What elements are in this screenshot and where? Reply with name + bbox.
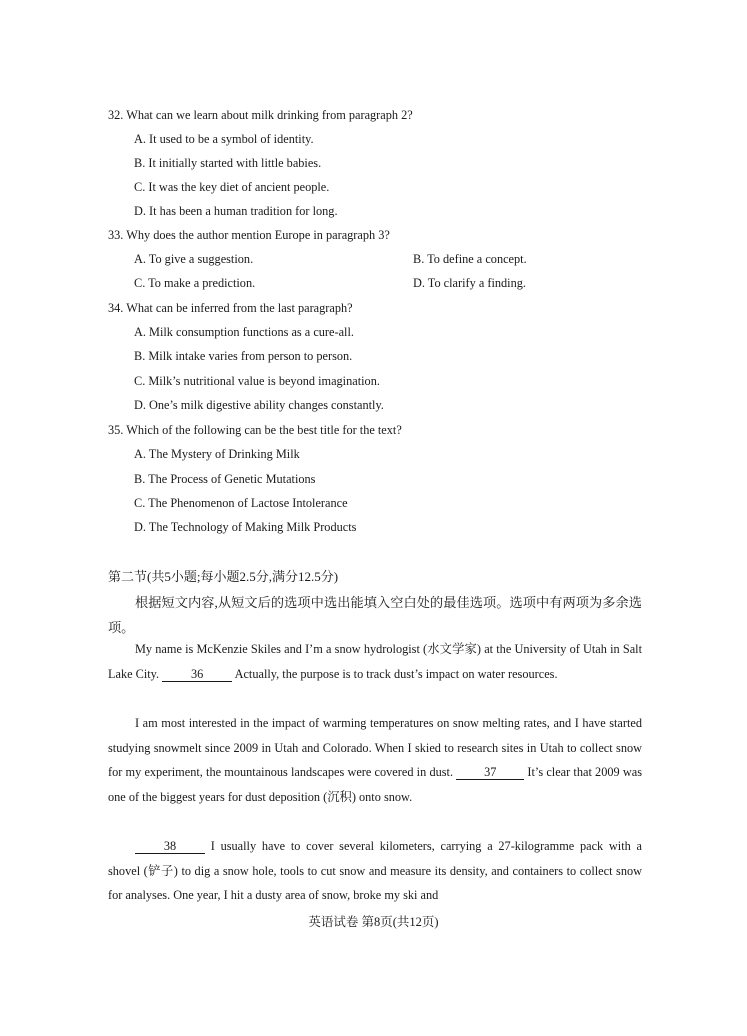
blank-36: 36 [162,667,232,682]
question-33-option-b: B. To define a concept. [413,252,527,266]
paragraph-1-text-before: My name is McKenzie Skiles and I’m a snow hydrologist (水文学家) at the University of Utah in Salt Lake City. [108,642,642,681]
question-34-option-a: A. Milk consumption functions as a cure-all. [134,325,354,339]
question-35-option-a: A. The Mystery of Drinking Milk [134,447,300,461]
paragraph-3-text-after: I usually have to cover several kilometers, carrying a 27-kilogramme pack with a shovel (铲子) to dig a snow hole, tools to cut snow and measure its density, and containers to collect snow for analyses. One year, I hit a dusty area of snow, broke my ski and [108,839,642,903]
question-34-option-b: B. Milk intake varies from person to person. [134,349,353,363]
question-32-option-d: D. It has been a human tradition for long. [134,204,338,218]
question-32-option-b: B. It initially started with little babies. [134,156,322,170]
question-34-option-d: D. One’s milk digestive ability changes constantly. [134,398,384,412]
blank-38: 38 [135,839,205,854]
question-34-option-c: C. Milk’s nutritional value is beyond imagination. [134,374,380,388]
question-34-stem: 34. What can be inferred from the last paragraph? [108,301,353,315]
question-32-stem: 32. What can we learn about milk drinking from paragraph 2? [108,108,413,122]
question-32-option-c: C. It was the key diet of ancient people. [134,180,330,194]
question-33-option-a: A. To give a suggestion. [134,252,254,266]
paragraph-1-text-after: Actually, the purpose is to track dust’s impact on water resources. [232,666,558,681]
question-32-option-a: A. It used to be a symbol of identity. [134,132,314,146]
passage-paragraph-3 [108,834,642,908]
question-35-option-c: C. The Phenomenon of Lactose Intolerance [134,496,348,510]
question-35-option-d: D. The Technology of Making Milk Products [134,520,357,534]
blank-37: 37 [456,765,524,780]
section-heading: 第二节(共5小题;每小题2.5分,满分12.5分) [108,569,339,584]
question-33-option-d: D. To clarify a finding. [413,276,526,290]
question-33-stem: 33. Why does the author mention Europe in paragraph 3? [108,228,390,242]
paragraph-2-text-after: It’s clear that 2009 was one of the biggest years for dust deposition (沉积) onto snow. [108,765,642,804]
paragraph-2-text-before: I am most interested in the impact of warming temperatures on snow melting rates, and I have started studying snowmelt since 2009 in Utah and Colorado. When I skied to research sites in Utah to collect snow for my experiment, the mountainous landscapes were covered in dust. [108,716,642,780]
section-instruction: 根据短文内容,从短文后的选项中选出能填入空白处的最佳选项。选项中有两项为多余选项。 [108,595,642,635]
question-33-option-c: C. To make a prediction. [134,276,256,290]
page-footer: 英语试卷 第8页(共12页) [308,915,439,929]
question-35-option-b: B. The Process of Genetic Mutations [134,472,316,486]
question-35-stem: 35. Which of the following can be the best title for the text? [108,423,402,437]
passage-paragraph-1 [108,637,642,686]
passage-paragraph-2 [108,711,642,809]
